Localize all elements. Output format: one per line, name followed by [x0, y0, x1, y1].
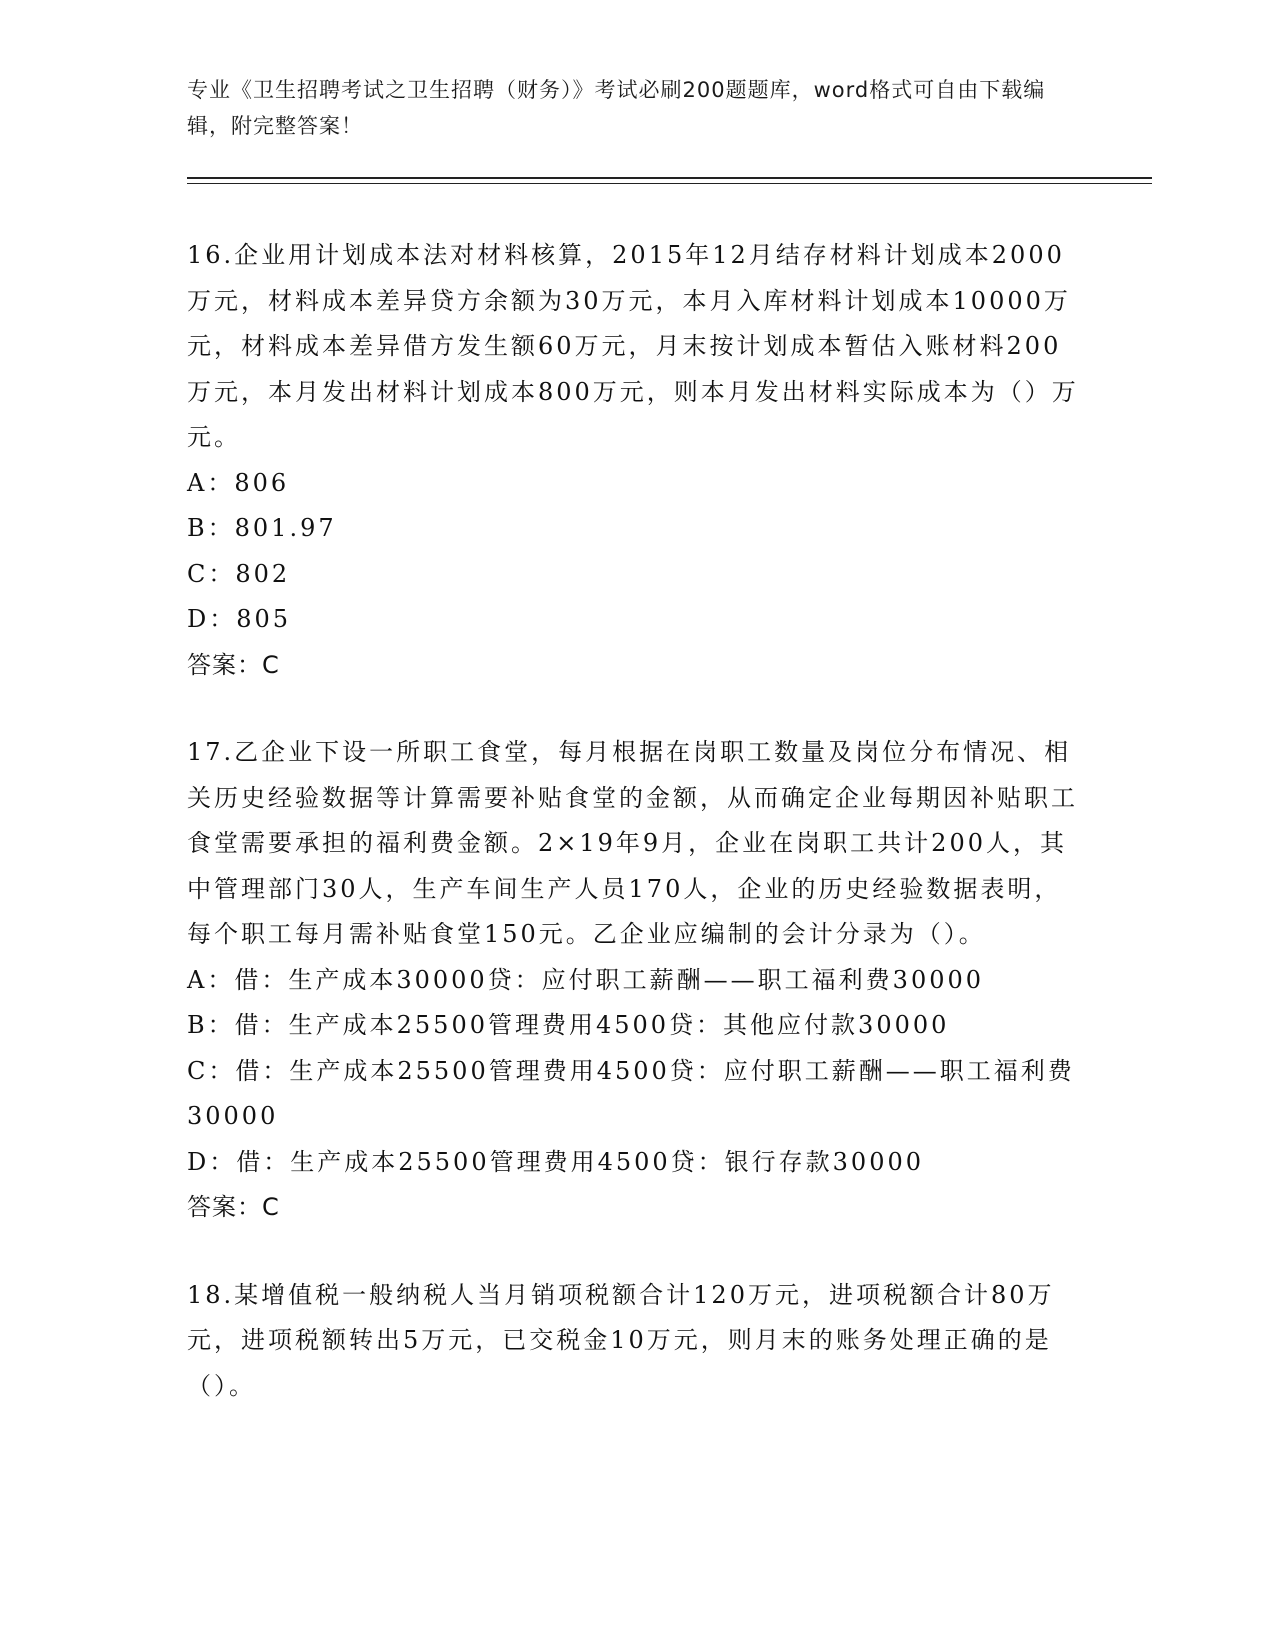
question-stem: 16.企业用计划成本法对材料核算，2015年12月结存材料计划成本2000万元，材料成本差异贷方余额为30万元，本月入库材料计划成本10000万元，材料成本差异借方发生额60万元，月末按计划成本暂估入账材料200万元，本月发出材料计划成本800万元，则本月发出材料实际成本为（）万元。 [187, 241, 1079, 451]
option-b: B：801.97 [187, 514, 337, 542]
header-divider-thin [187, 183, 1152, 184]
option-a: A：借：生产成本30000贷：应付职工薪酬——职工福利费30000 [187, 965, 985, 994]
answer-line: 答案：C [187, 650, 280, 679]
question-18 [187, 1273, 1087, 1410]
question-list [187, 233, 1087, 1451]
question-stem: 18.某增值税一般纳税人当月销项税额合计120万元，进项税额合计80万元，进项税额转出5万元，已交税金10万元，则月末的账务处理正确的是（）。 [187, 1280, 1055, 1400]
option-d: D：借：生产成本25500管理费用4500贷：银行存款30000 [187, 1147, 925, 1176]
answer-line: 答案：C [187, 1193, 280, 1221]
option-b: B：借：生产成本25500管理费用4500贷：其他应付款30000 [187, 1011, 950, 1039]
option-c: C：借：生产成本25500管理费用4500贷：应付职工薪酬——职工福利费30000 [187, 1056, 1075, 1130]
option-c: C：802 [187, 559, 291, 588]
document-header: 专业《卫生招聘考试之卫生招聘（财务）》考试必刷200题题库，word格式可自由下载编辑，附完整答案！ [187, 78, 1046, 138]
question-17 [187, 730, 1087, 1231]
option-d: D：805 [187, 605, 292, 633]
question-16 [187, 233, 1087, 688]
option-a: A：806 [187, 468, 290, 497]
header-divider-thick [187, 177, 1152, 179]
question-stem: 17.乙企业下设一所职工食堂，每月根据在岗职工数量及岗位分布情况、相关历史经验数据等计算需要补贴食堂的金额，从而确定企业每期因补贴职工食堂需要承担的福利费金额。2×19年9月，企业在岗职工共计200人，其中管理部门30人，生产车间生产人员170人，企业的历史经验数据表明，每个职工每月需补贴食堂150元。乙企业应编制的会计分录为（）。 [187, 738, 1078, 948]
